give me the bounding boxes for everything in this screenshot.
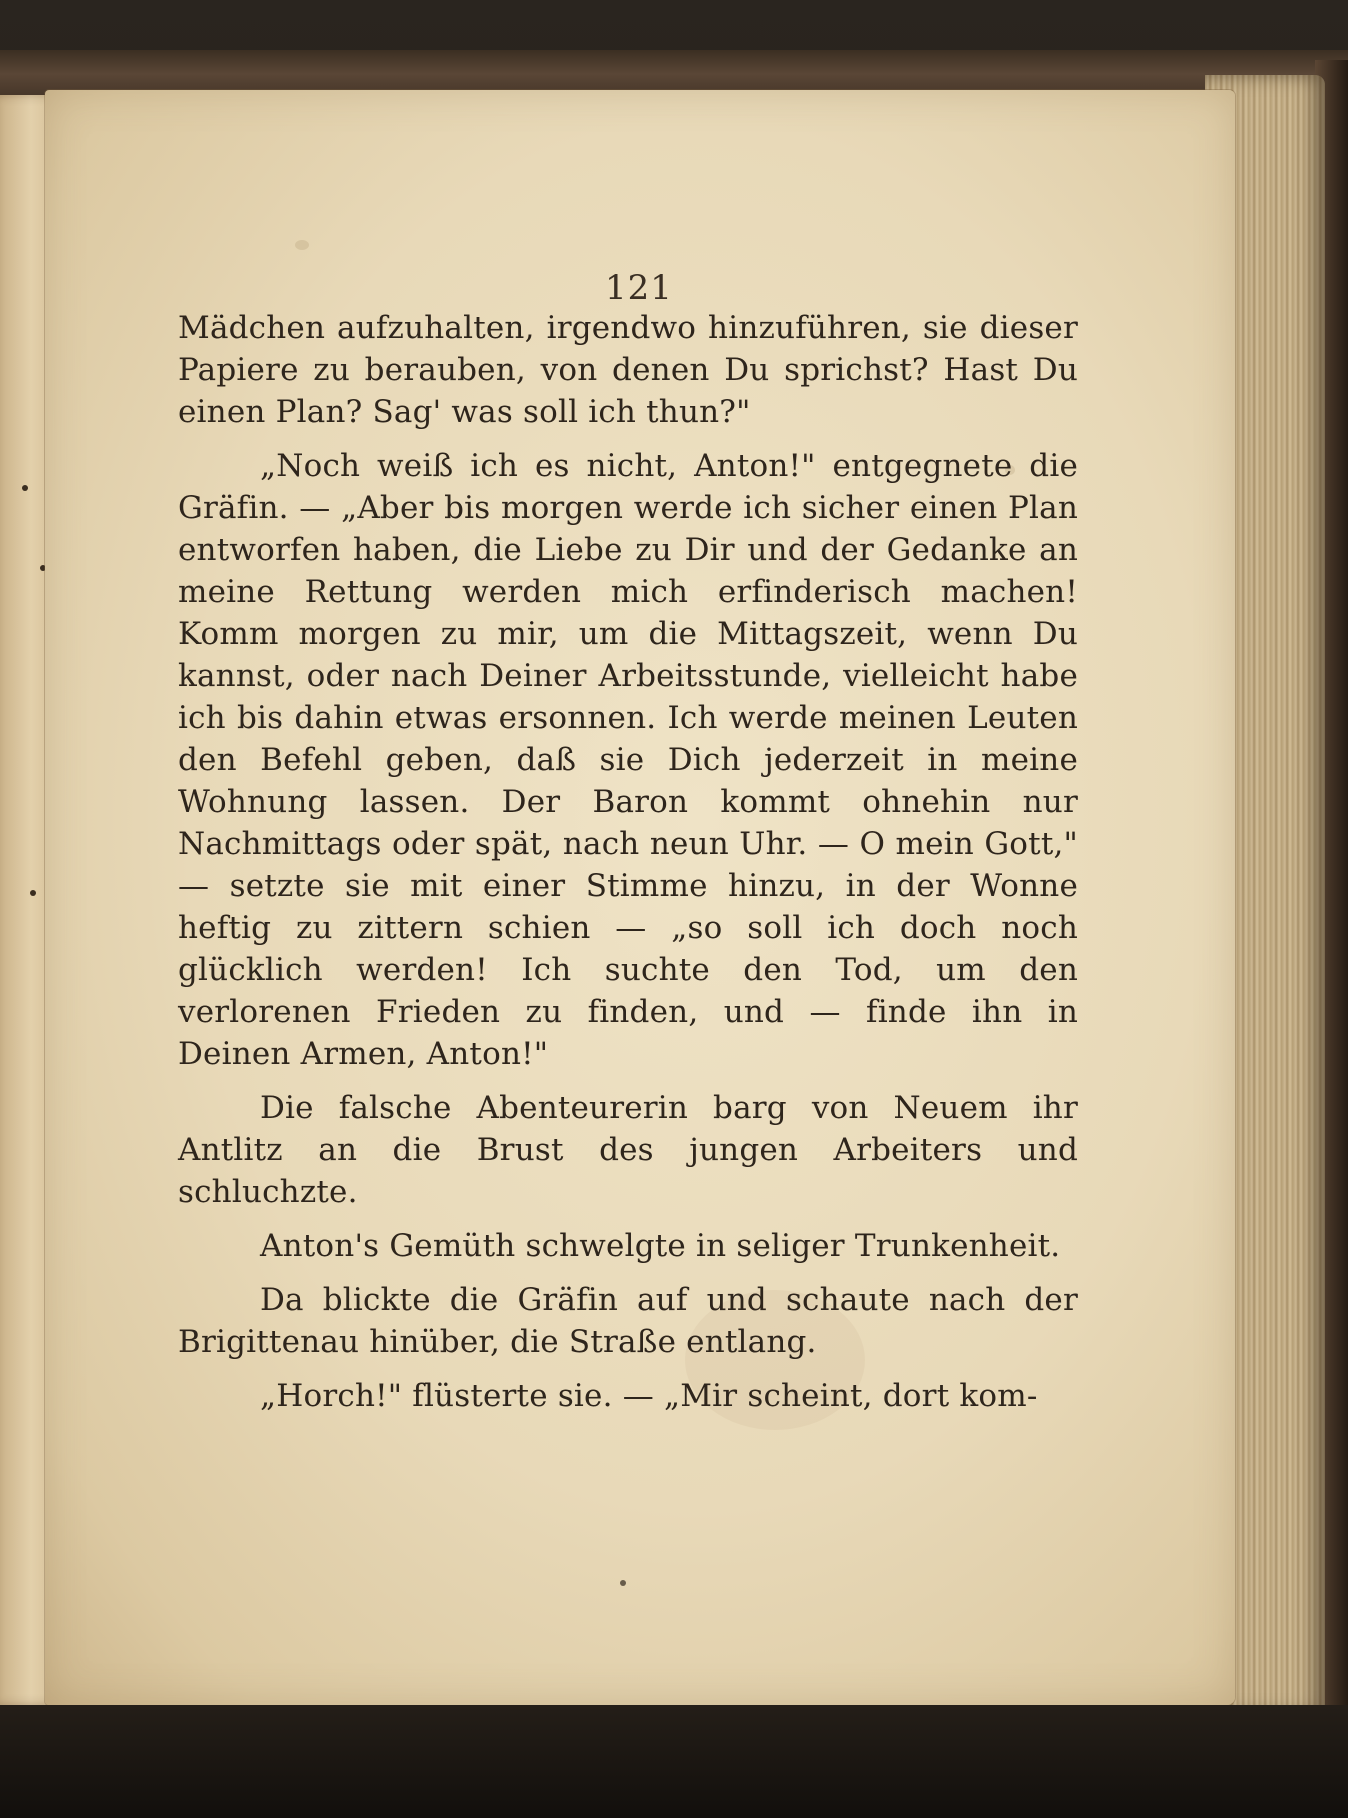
paragraph: „Horch!" flüsterte sie. — „Mir scheint, dort kom- (260, 1378, 1038, 1414)
paragraph: Mädchen aufzuhalten, irgendwo hinzuführen, sie dieser Papiere zu berauben, von denen Du sprichst? Hast Du einen Plan? Sag' was soll ich thun?" (178, 310, 1078, 430)
paragraph: „Noch weiß ich es nicht, Anton!" entgegnete die Gräfin. — „Aber bis morgen werde ich sicher einen Plan entworfen haben, die Liebe zu Dir und der Gedanke an meine Rettung werden mich erfinderisch machen! Komm morgen zu mir, um die Mittagszeit, wenn Du kannst, oder nach Deiner Arbeitsstunde, vielleicht habe ich bis dahin etwas ersonnen. Ich werde meinen Leuten den Befehl geben, daß sie Dich jederzeit in meine Wohnung lassen. Der Baron kommt ohnehin nur Nachmittags oder spät, nach neun Uhr. — O mein Gott," — setzte sie mit einer Stimme hinzu, in der Wonne heftig zu zittern schien — „so soll ich doch noch glücklich werden! Ich suchte den Tod, um den verlorenen Frieden zu finden, und — finde ihn in Deinen Armen, Anton!" (178, 448, 1078, 1072)
ink-mark (22, 485, 28, 491)
book-page (45, 90, 1235, 1705)
scan-background (0, 1705, 1348, 1818)
ink-mark (30, 890, 36, 896)
paper-spot (620, 1580, 626, 1586)
paragraph: Da blickte die Gräfin auf und schaute nach der Brigittenau hinüber, die Straße entlang. (178, 1282, 1078, 1360)
paragraph: Die falsche Abenteurerin barg von Neuem ihr Antlitz an die Brust des jungen Arbeiters und schluchzte. (178, 1090, 1078, 1210)
paper-spot (295, 240, 309, 250)
paragraph: Anton's Gemüth schwelgte in seliger Trunkenheit. (260, 1228, 1061, 1264)
page-number: 121 (605, 268, 673, 308)
page-body-text (178, 307, 1078, 1429)
